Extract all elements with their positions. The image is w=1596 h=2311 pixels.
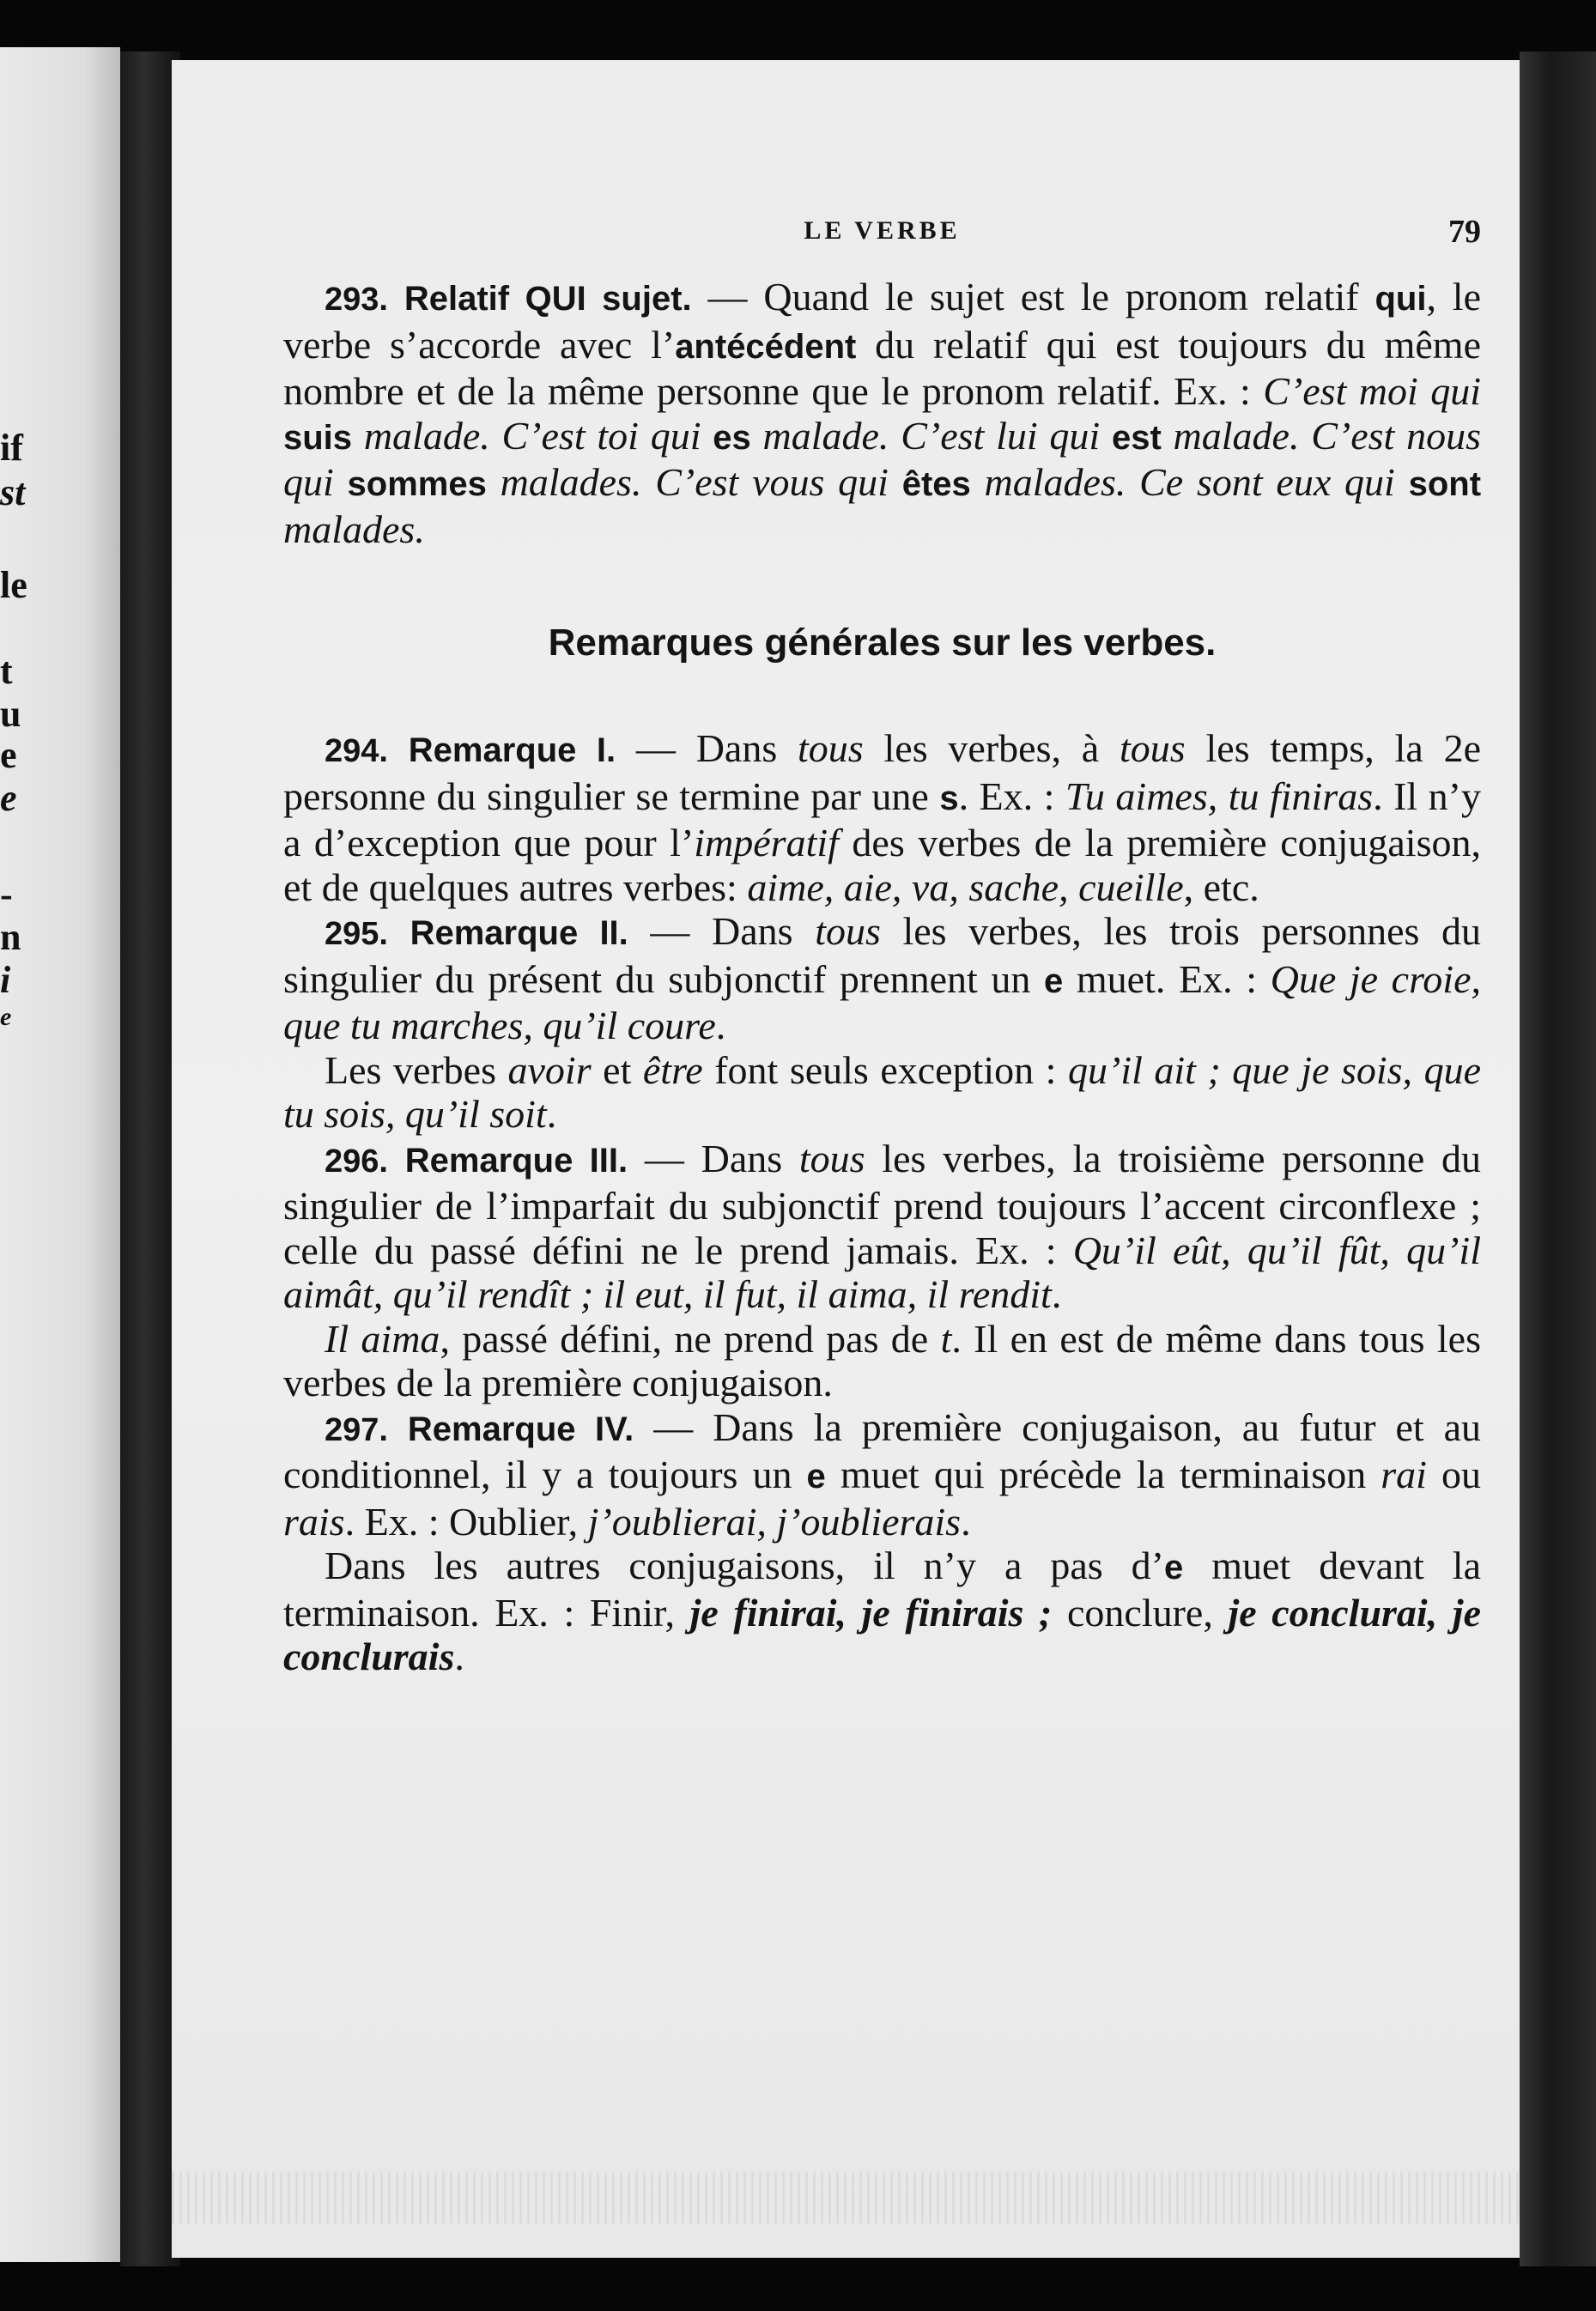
example: malade. C’est nous qui — [283, 413, 1481, 504]
text: les verbes, la troisième personne du singulier de l’imparfait du subjonctif prend toujours l’accent circonflexe ; celle du passé défini ne le prend jamais. Ex. : — [283, 1136, 1482, 1272]
page-bottom-texture — [172, 2172, 1520, 2223]
text: . — [715, 1004, 726, 1047]
emphasis: tous — [815, 909, 881, 953]
text: Les verbes — [325, 1047, 508, 1092]
section-label: Relatif QUI sujet. — [404, 280, 692, 318]
section-heading: Remarques générales sur les verbes. — [548, 622, 1217, 664]
text: Quand le sujet est le pronom relatif — [763, 275, 1375, 318]
text: ou — [1426, 1453, 1481, 1496]
section-label: Remarque III. — [404, 1141, 628, 1180]
dash: — — [634, 1404, 713, 1449]
example: Il aima — [325, 1316, 440, 1361]
page-number: 79 — [1448, 214, 1481, 250]
section-number: 293. — [325, 282, 388, 318]
text: . — [961, 1499, 971, 1544]
example: malades. C’est vous qui — [486, 460, 902, 504]
emphasis: tous — [798, 1136, 865, 1180]
section-number: 297. — [325, 1411, 388, 1448]
emphasis: sommes — [347, 465, 487, 503]
emphasis: sont — [1408, 465, 1482, 503]
section-label: Remarque I. — [408, 731, 616, 769]
margin-fragment: st — [0, 471, 26, 513]
section-label: Remarque II. — [410, 914, 628, 952]
text: muet qui précède la terminaison — [825, 1453, 1381, 1496]
dash: — — [628, 909, 713, 953]
emphasis: s — [939, 779, 959, 817]
margin-fragment: e — [0, 777, 17, 819]
emphasis: suis — [283, 418, 353, 457]
example: Que je croie, que tu marches, qu’il coure — [283, 956, 1481, 1047]
section-label: Remarque IV. — [407, 1410, 634, 1448]
margin-fragment: t — [0, 650, 13, 692]
emphasis: être — [642, 1047, 703, 1092]
dash: — — [616, 726, 696, 770]
example: Qu’il eût, qu’il fût, qu’il aimât, qu’il rendît ; il eut, il fut, il aima, il rendit — [283, 1228, 1481, 1316]
text: . — [454, 1635, 464, 1678]
text: conclure, — [1052, 1590, 1229, 1635]
paragraph-297-continued — [283, 1544, 1481, 1679]
example: malade. C’est toi qui — [352, 413, 713, 458]
text: les verbes, les trois personnes du singulier du présent du subjonctif prennent un — [283, 909, 1482, 1001]
emphasis: est — [1111, 418, 1162, 457]
margin-fragment: n — [0, 916, 21, 958]
text: , passé défini, ne prend pas de — [440, 1316, 941, 1361]
emphasis: t — [940, 1316, 952, 1361]
emphasis: rais — [283, 1499, 345, 1544]
example: je finirai, je finirais ; — [689, 1590, 1053, 1635]
paragraph-294 — [283, 726, 1481, 909]
example: malade. C’est lui qui — [750, 413, 1112, 458]
margin-fragment: e — [0, 1003, 12, 1031]
text: . Il en est de même dans tous les verbes de la première conjugaison. — [283, 1316, 1481, 1404]
running-head — [283, 206, 1481, 258]
section-number: 294. — [325, 733, 388, 769]
example: malades. — [283, 506, 425, 551]
emphasis: avoir — [507, 1047, 592, 1092]
emphasis: rai — [1381, 1453, 1427, 1496]
text: . — [546, 1092, 557, 1136]
example: C’est moi qui — [1263, 369, 1481, 413]
emphasis: êtes — [901, 465, 971, 503]
emphasis: qui — [1375, 280, 1427, 318]
paragraph-295-continued — [283, 1048, 1481, 1137]
margin-fragment: e — [0, 734, 17, 776]
running-title: LE VERBE — [804, 216, 961, 245]
paragraph-295 — [283, 909, 1481, 1048]
text: . Il n’y a d’exception que pour l’ — [283, 773, 1481, 864]
book-page — [172, 60, 1520, 2258]
text: . Ex. : — [958, 773, 1065, 818]
emphasis: e — [1044, 961, 1064, 1000]
margin-fragment: if — [0, 427, 23, 469]
dash: — — [628, 1136, 701, 1180]
text: font seuls exception : — [702, 1047, 1068, 1092]
example: je conclurai, je conclurais — [283, 1590, 1482, 1678]
section-number: 295. — [325, 916, 388, 952]
example: aime, aie, va, sache, cueille — [747, 864, 1184, 909]
example: j’oublierai, j’oublierais — [587, 1499, 962, 1544]
example: malades. Ce sont eux qui — [970, 460, 1409, 504]
page-content — [283, 206, 1481, 1679]
text: . Ex. : Oublier, — [344, 1499, 588, 1544]
facing-page-edge — [0, 47, 120, 2262]
text: et — [591, 1047, 643, 1092]
emphasis: e — [806, 1458, 826, 1495]
text: Dans — [701, 1136, 799, 1180]
text: du relatif qui est toujours du même nombre et de la même personne que le pronom relatif. Ex. : — [283, 322, 1481, 413]
text: Dans la première conjugaison, au futur et au conditionnel, il y a toujours un — [283, 1404, 1482, 1496]
text: les verbes, à — [863, 726, 1120, 770]
example: qu’il ait ; que je sois, que tu sois, qu’il soit — [283, 1047, 1481, 1136]
text: les temps, la 2e personne du singulier se termine par une — [283, 726, 1482, 818]
margin-fragment: - — [0, 873, 13, 915]
text: des verbes de la première conjugaison, et de quelques autres verbes: — [283, 821, 1481, 909]
paragraph-297 — [283, 1405, 1481, 1544]
text: Dans les autres conjugaisons, il n’y a pas d’ — [325, 1544, 1164, 1587]
text: muet. Ex. : — [1063, 956, 1271, 1001]
text: . — [1051, 1272, 1062, 1316]
margin-fragment: le — [0, 564, 27, 606]
example: Tu aimes, tu finiras — [1065, 773, 1374, 818]
emphasis: antécédent — [675, 327, 857, 366]
emphasis: tous — [798, 726, 864, 770]
emphasis: e — [1164, 1549, 1184, 1586]
emphasis: impératif — [694, 821, 839, 864]
paragraph-293 — [283, 275, 1481, 551]
text: , le verbe s’accorde avec l’ — [283, 275, 1482, 367]
paragraph-296-continued — [283, 1317, 1481, 1405]
emphasis: tous — [1120, 726, 1186, 770]
margin-fragment: u — [0, 693, 21, 735]
emphasis: es — [713, 418, 751, 457]
section-number: 296. — [325, 1143, 388, 1180]
text: , etc. — [1183, 864, 1259, 909]
page-right-edge-shadow — [1520, 52, 1596, 2266]
text: muet devant la terminaison. Ex. : Finir, — [283, 1544, 1481, 1635]
dash: — — [691, 275, 764, 318]
margin-fragment: i — [0, 959, 11, 1001]
paragraph-296 — [283, 1137, 1481, 1317]
text: Dans — [712, 909, 816, 953]
text: Dans — [695, 726, 798, 770]
